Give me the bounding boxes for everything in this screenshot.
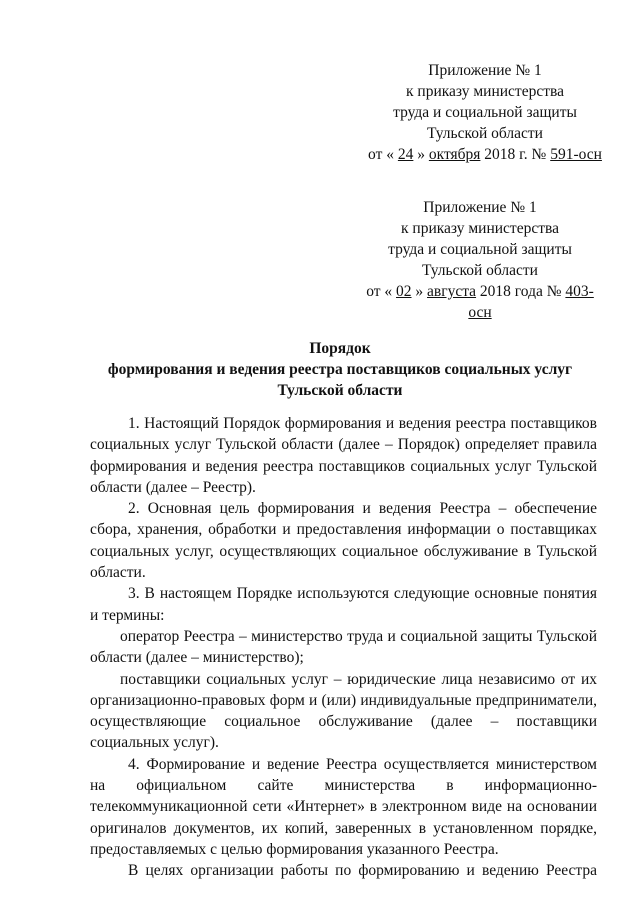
paragraph-3: 3. В настоящем Порядке используются следующие основные понятия и термины: (90, 585, 597, 624)
appendix-2-month: августа (427, 283, 477, 300)
appendix-1-line3: труда и социальной защиты (393, 104, 577, 121)
appendix-2-day: 02 (396, 283, 412, 300)
appendix-1-date-mid: » (417, 146, 425, 163)
appendix-1-year: 2018 г. № (484, 146, 547, 163)
appendix-2-line1: Приложение № 1 (423, 199, 537, 216)
appendix-1-day: 24 (397, 146, 414, 163)
paragraph-2: 2. Основная цель формирования и ведения Реестра – обеспечение сбора, хранения, обработки и предоставления информации о поставщиках социальных услуг, осуществляющих социальное обслуживание в Тульской области. (90, 500, 597, 582)
paragraph-1: 1. Настоящий Порядок формирования и ведения реестра поставщиков социальных услуг Тульской области (далее – Порядок) определяет правила формирования и ведения реестра поставщиков социальных услуг Тульской области (далее – Реестр). (90, 415, 597, 496)
appendix-2-line2: к приказу министерства (401, 220, 559, 237)
appendix-2-date-prefix: от « (366, 283, 393, 300)
appendix-1-line4: Тульской области (427, 125, 543, 142)
appendix-2-line4: Тульской области (422, 262, 538, 279)
appendix-2-year: 2018 года № (479, 283, 562, 300)
appendix-2-line3: труда и социальной защиты (388, 241, 572, 258)
appendix-1-date-prefix: от « (368, 146, 394, 163)
title-line-2: формирования и ведения реестра поставщиков социальных услуг (107, 361, 573, 378)
appendix-1-line2: к приказу министерства (406, 83, 564, 100)
title-line-3: Тульской области (277, 382, 403, 399)
appendix-1-date-line (360, 144, 610, 165)
appendix-header-1 (360, 60, 610, 165)
document-body (90, 413, 597, 882)
appendix-1-line1: Приложение № 1 (428, 62, 542, 79)
document-title (80, 338, 600, 401)
appendix-2-number: 403-осн (468, 283, 594, 321)
paragraph-term-providers: поставщики социальных услуг – юридические лица независимо от их организационно-правовых форм и (или) индивидуальные предприниматели, осуществляющие социальное обслуживание (далее – поставщики социальных услуг). (90, 670, 597, 752)
appendix-header-2 (355, 197, 605, 323)
appendix-2-date-mid: » (415, 283, 424, 300)
paragraph-term-operator: оператор Реестра – министерство труда и социальной защиты Тульской области (далее – министерство); (90, 627, 597, 667)
paragraph-4: 4. Формирование и ведение Реестра осуществляется министерством на официальном сайте министерства в информационно-телекоммуникационной сети «Интернет» в электронном виде на основании оригиналов документов, их копий, заверенных в установленном порядке, предоставляемых с целью формирования указанного Реестра. (90, 755, 597, 858)
appendix-1-month: октября (428, 146, 481, 163)
paragraph-5: В целях организации работы по формированию и ведению Реестра (128, 862, 597, 880)
appendix-1-number: 591-осн (550, 146, 602, 163)
title-line-1: Порядок (309, 340, 371, 357)
appendix-2-date-line (355, 281, 605, 323)
